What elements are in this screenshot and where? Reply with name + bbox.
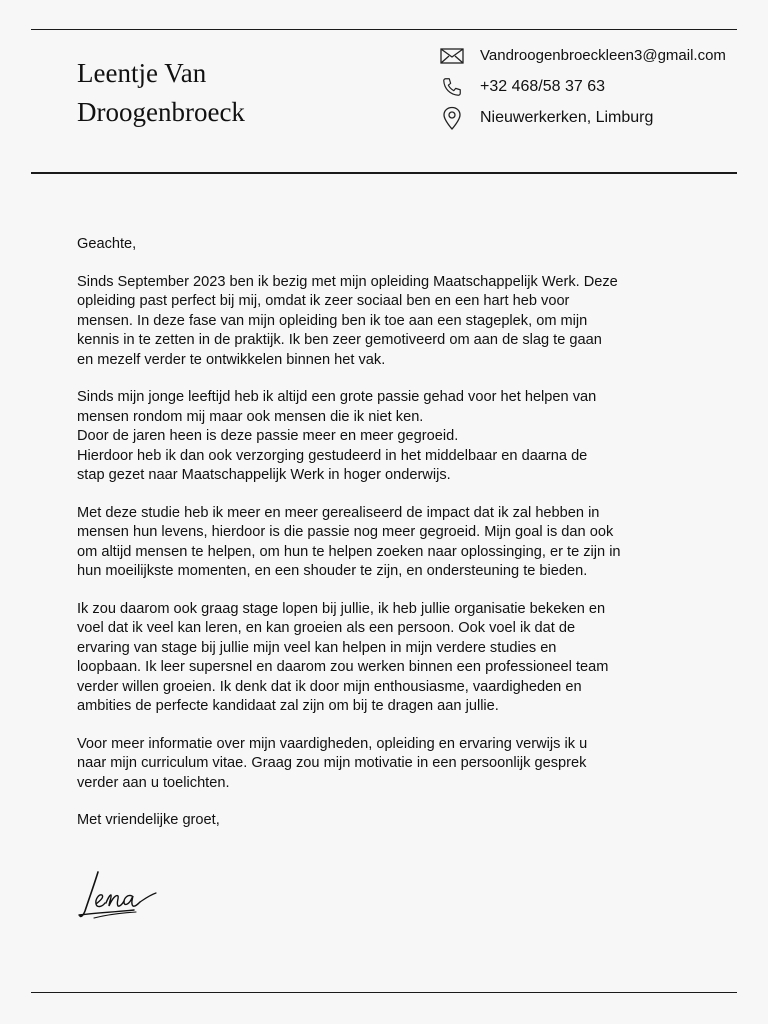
name-last-line: Droogenbroeck [77, 97, 245, 127]
paragraph-line: kennis in te zetten in de praktijk. Ik ben zeer gemotiveerd om aan de slag te gaan [77, 332, 602, 348]
paragraph-line: mensen hun levens, hierdoor is die passie nog meer gegroeid. Mijn goal is dan ook [77, 524, 614, 540]
paragraph-line: Ik zou daarom ook graag stage lopen bij jullie, ik heb jullie organisatie bekeken en [77, 600, 606, 617]
phone-text[interactable]: +32 468/58 37 63 [480, 77, 606, 95]
email-text[interactable]: Vandroogenbroeckleen3@gmail.com [480, 47, 726, 64]
paragraph-line: Sinds mijn jonge leeftijd heb ik altijd een grote passie gehad voor het helpen van [77, 389, 597, 405]
closing: Met vriendelijke groet, [77, 812, 220, 828]
paragraph-line: hun moeilijkste momenten, en een shouder te zijn, en ondersteuning te bieden. [77, 563, 588, 579]
paragraph-2 [77, 388, 697, 486]
contact-location [440, 102, 760, 133]
paragraph-line: Sinds September 2023 ben ik bezig met mijn opleiding Maatschappelijk Werk. Deze [77, 273, 618, 290]
paragraph-3 [77, 504, 697, 582]
paragraph-line: om altijd mensen te helpen, om hun te helpen zoeken naar oplossinging, er te zijn in [77, 543, 621, 560]
header-divider [31, 172, 737, 174]
handwritten-signature [76, 866, 166, 931]
paragraph-4 [77, 600, 697, 717]
paragraph-line: Hierdoor heb ik dan ook verzorging gestudeerd in het middelbaar en daarna de [77, 447, 588, 464]
paragraph-line: ambities de perfecte kandidaat zal zijn om bij te dragen aan jullie. [77, 698, 499, 714]
paragraph-line: voel dat ik veel kan leren, en kan groeien als een persoon. Ook voel ik dat de [77, 620, 576, 636]
paragraph-line: Door de jaren heen is deze passie meer en meer gegroeid. [77, 428, 459, 444]
paragraph-1 [77, 273, 697, 371]
sender-name [77, 54, 245, 132]
paragraph-line: stap gezet naar Maatschappelijk Werk in hoger onderwijs. [77, 467, 451, 483]
paragraph-line: naar mijn curriculum vitae. Graag zou mijn motivatie in een persoonlijk gesprek [77, 755, 587, 771]
paragraph-line: loopbaan. Ik leer supersnel en daarom zou werken binnen een professioneel team [77, 659, 609, 675]
location-text: Nieuwerkerken, Limburg [480, 108, 654, 126]
top-divider [31, 29, 737, 30]
contact-phone [440, 71, 760, 102]
phone-icon [440, 75, 464, 99]
paragraph-line: mensen rondom mij maar ook mensen die ik niet ken. [77, 408, 424, 425]
contact-email [440, 40, 760, 71]
contact-block [440, 40, 760, 133]
letter-body [77, 235, 697, 849]
paragraph-line: en mezelf verder te ontwikkelen binnen het vak. [77, 351, 386, 368]
envelope-icon [440, 44, 464, 68]
paragraph-line: opleiding past perfect bij mij, omdat ik zeer sociaal ben en een hart heb voor [77, 293, 570, 309]
paragraph-line: verder aan u toelichten. [77, 774, 230, 791]
paragraph-line: Met deze studie heb ik meer en meer gerealiseerd de impact dat ik zal hebben in [77, 504, 600, 521]
paragraph-line: Voor meer informatie over mijn vaardigheden, opleiding en ervaring verwijs ik u [77, 735, 588, 752]
greeting: Geachte, [77, 236, 137, 252]
paragraph-line: verder willen groeien. Ik denk dat ik door mijn enthousiasme, vaardigheden en [77, 678, 582, 695]
name-first-line: Leentje Van [77, 58, 207, 88]
paragraph-line: ervaring van stage bij jullie mijn veel kan helpen in mijn verdere studies en [77, 639, 557, 656]
paragraph-line: mensen. In deze fase van mijn opleiding ben ik toe aan een stageplek, om mijn [77, 312, 588, 329]
location-pin-icon [440, 106, 464, 130]
paragraph-5 [77, 735, 697, 794]
bottom-divider [31, 992, 737, 993]
